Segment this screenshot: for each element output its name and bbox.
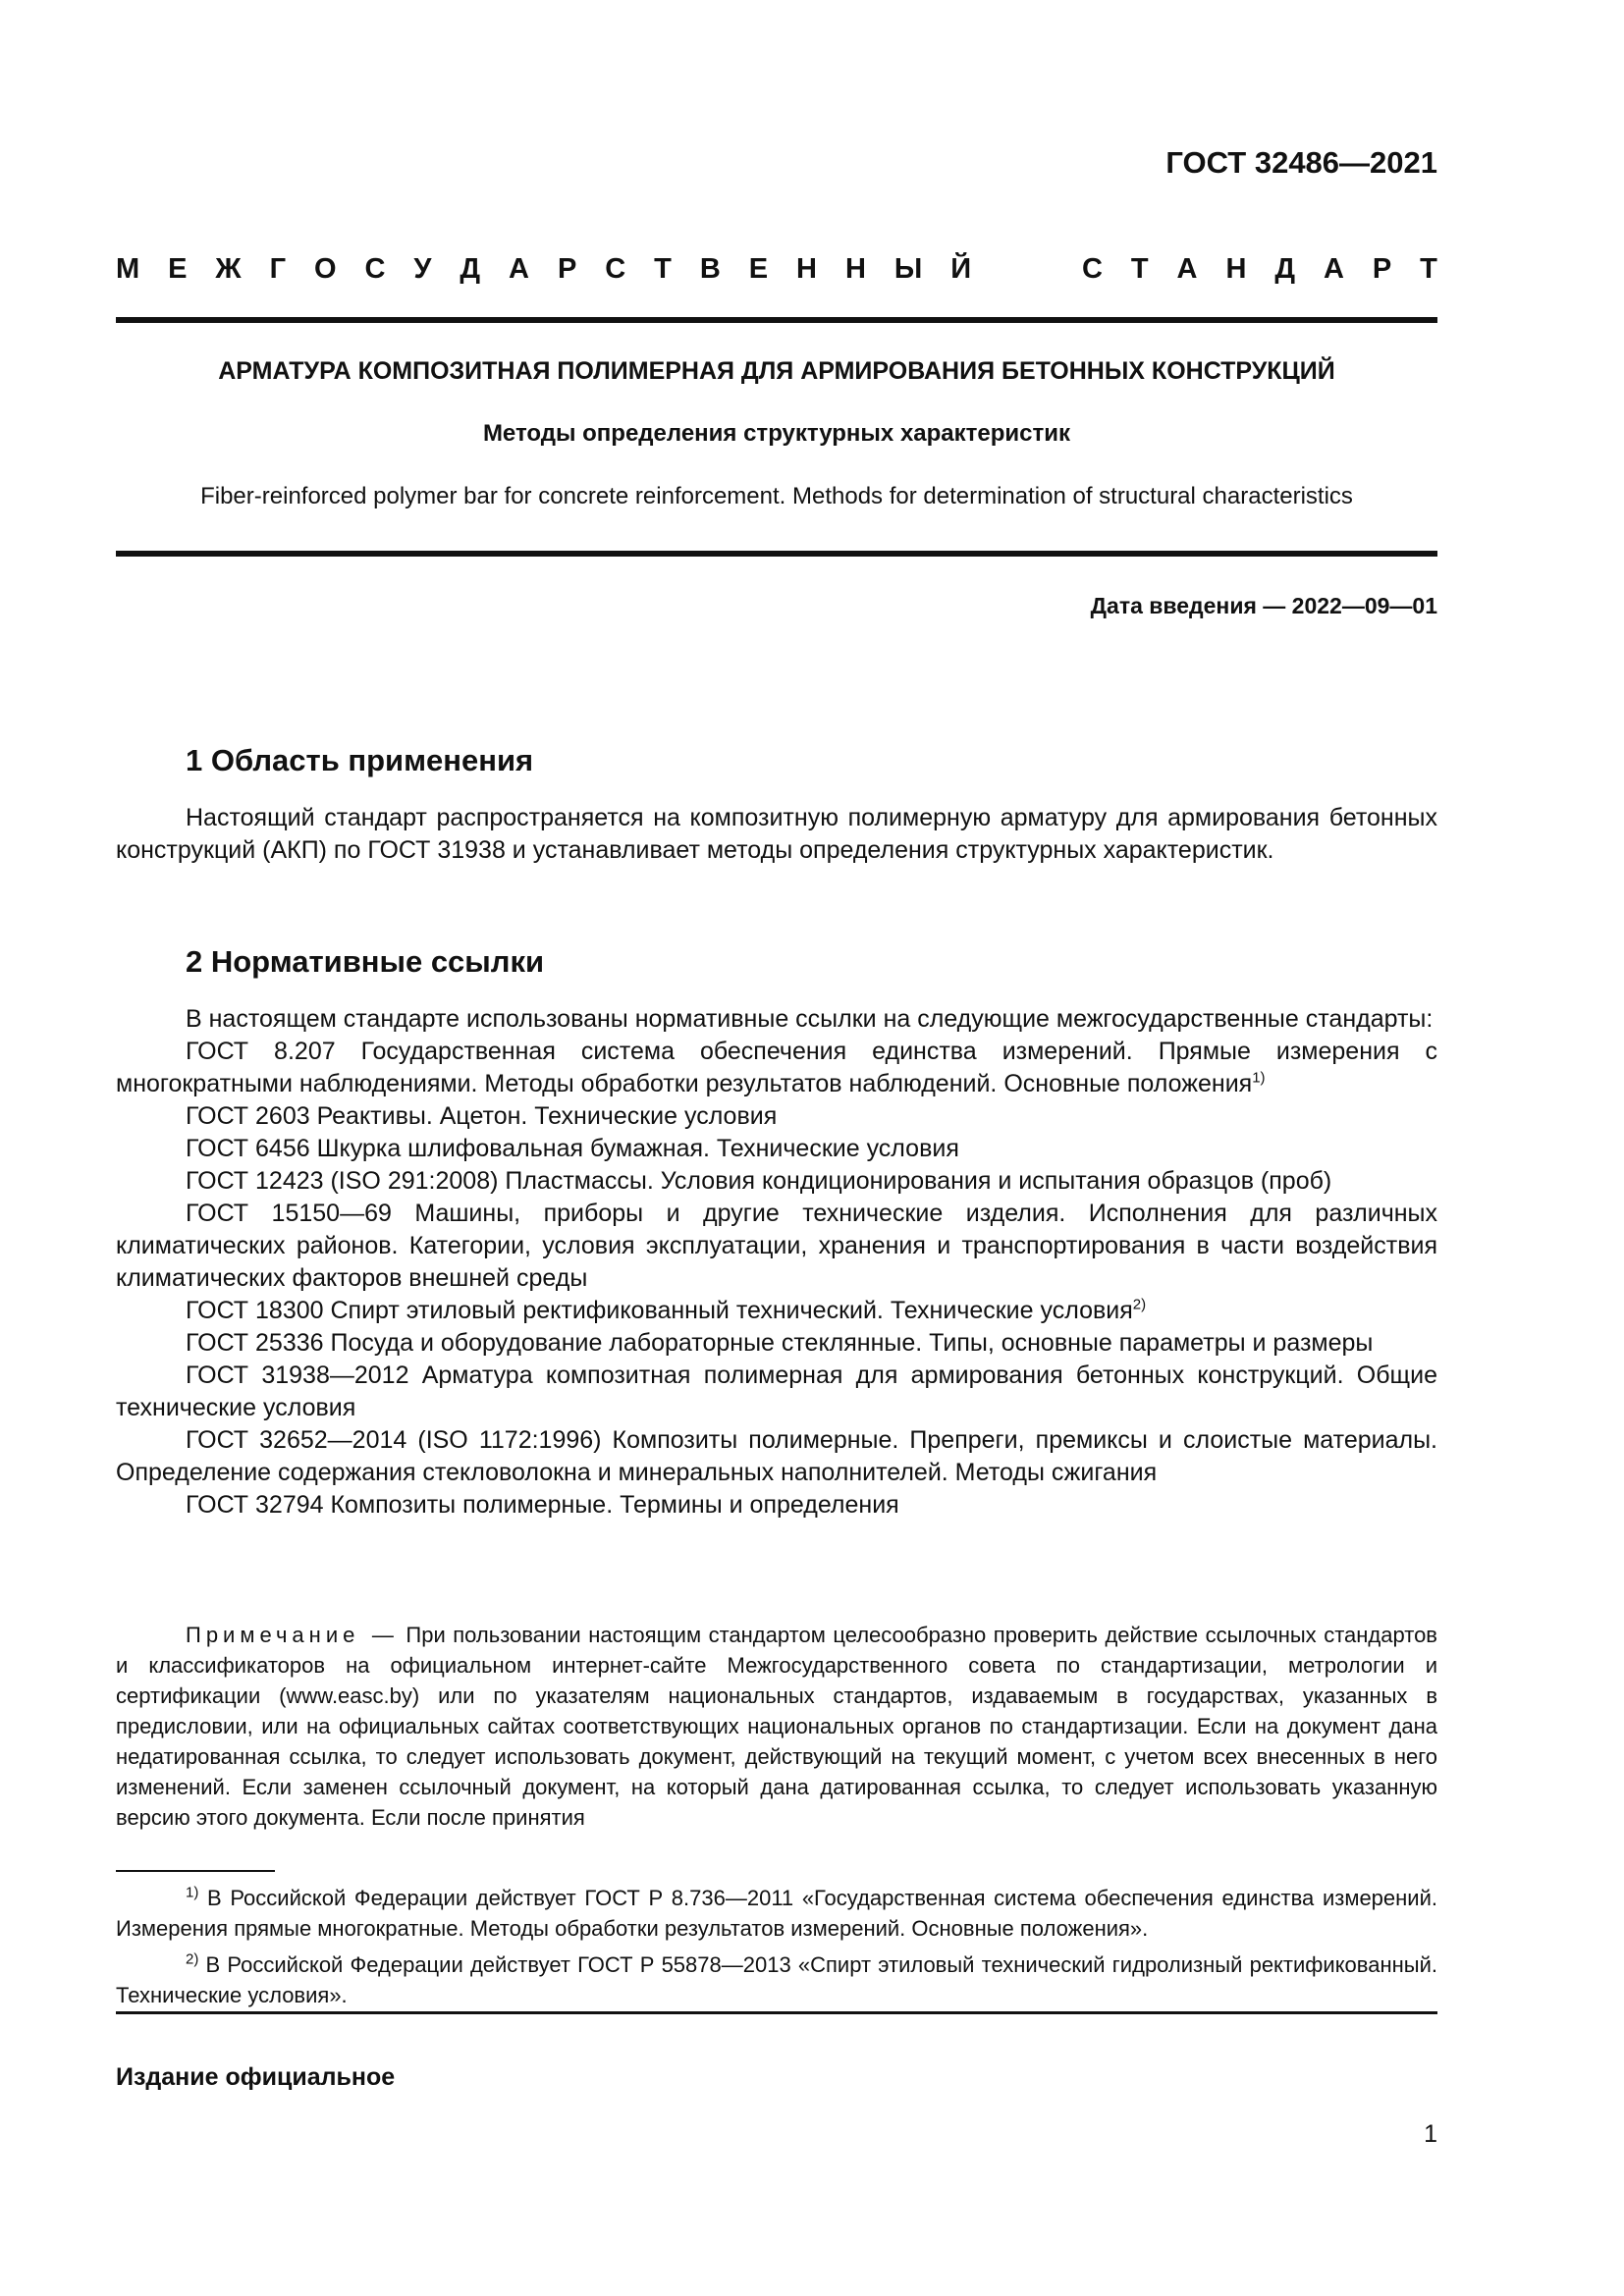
standard-kind-word2-letter: Д: [1274, 253, 1296, 285]
document-title: АРМАТУРА КОМПОЗИТНАЯ ПОЛИМЕРНАЯ ДЛЯ АРМИРОВАНИЯ БЕТОННЫХ КОНСТРУКЦИЙ: [218, 357, 1335, 385]
standard-kind-word1-letter: Г: [269, 253, 287, 285]
reference-item: [116, 1100, 1437, 1133]
standard-kind-word1-letter: Т: [654, 253, 672, 285]
footnote-mark: 1): [186, 1884, 199, 1901]
reference-text: ГОСТ 6456 Шкурка шлифовальная бумажная. Технические условия: [186, 1135, 959, 1162]
section-1-text: Настоящий стандарт распространяется на композитную полимерную арматуру для армирования бетонных конструкций (АКП) по ГОСТ 31938 и устанавливает методы определения структурных характеристик.: [116, 804, 1437, 864]
reference-item: [116, 1327, 1437, 1360]
standard-kind-word1-letter: М: [116, 253, 140, 285]
standard-kind-heading: [116, 253, 1437, 286]
document-title-english: Fiber-reinforced polymer bar for concrete reinforcement. Methods for determination of structural characteristics: [200, 483, 1353, 509]
footnote: [116, 1949, 1437, 2010]
standard-kind-word1-letter: Е: [748, 253, 769, 285]
reference-text: ГОСТ 32794 Композиты полимерные. Термины и определения: [186, 1491, 899, 1519]
standard-kind-word1-letter: Р: [557, 253, 577, 285]
page-number: 1: [1424, 2120, 1437, 2148]
standard-kind-word1-letter: Н: [796, 253, 817, 285]
reference-item: [116, 1295, 1437, 1327]
reference-item: [116, 1133, 1437, 1165]
footnotes: [116, 1883, 1437, 2016]
note-paragraph: [116, 1620, 1437, 1833]
reference-item: [116, 1198, 1437, 1295]
standard-kind-word1-letter: С: [364, 253, 386, 285]
footnote-mark: 2): [186, 1950, 199, 1968]
standard-kind-word1-letter: С: [605, 253, 626, 285]
footnote-marker: 2): [1132, 1296, 1147, 1313]
footnote-text: В Российской Федерации действует ГОСТ Р 55878—2013 «Спирт этиловый технический гидролизный ректификованный. Технические условия».: [116, 1952, 1437, 2007]
footnote-marker: 1): [1252, 1069, 1266, 1087]
reference-text: ГОСТ 2603 Реактивы. Ацетон. Технические условия: [186, 1102, 778, 1130]
standard-kind-word2-letter: С: [1081, 253, 1103, 285]
reference-list: [116, 1036, 1437, 1522]
standard-kind-word2-letter: А: [1323, 253, 1344, 285]
standard-kind-word1-letter: Ы: [893, 253, 923, 285]
reference-text: ГОСТ 15150—69 Машины, приборы и другие технические изделия. Исполнения для различных климатических районов. Категории, условия эксплуатации, хранения и транспортирования в части воздействия климатических факторов внешней среды: [116, 1200, 1437, 1292]
section-1-title: 1 Область применения: [186, 743, 534, 777]
divider-top: [116, 317, 1437, 323]
standard-kind-word2-letter: А: [1176, 253, 1198, 285]
standard-kind-word2-letter: Р: [1372, 253, 1392, 285]
standard-kind-word1-letter: Н: [844, 253, 866, 285]
standard-kind-word2-letter: Н: [1225, 253, 1247, 285]
section-2-title: 2 Нормативные ссылки: [186, 944, 545, 979]
reference-text: ГОСТ 12423 (ISO 291:2008) Пластмассы. Условия кондиционирования и испытания образцов (проб): [186, 1167, 1332, 1195]
standard-kind-word2-letter: Т: [1420, 253, 1437, 285]
reference-text: ГОСТ 8.207 Государственная система обеспечения единства измерений. Прямые измерения с многократными наблюдениями. Методы обработки результатов наблюдений. Основные положения: [116, 1038, 1437, 1097]
standard-kind-word1-letter: Е: [168, 253, 188, 285]
introduction-date: Дата введения — 2022—09—01: [1090, 593, 1437, 618]
standard-kind-word1-letter: У: [413, 253, 432, 285]
reference-item: [116, 1489, 1437, 1522]
document-code: ГОСТ 32486—2021: [1165, 145, 1437, 180]
standard-kind-word1-letter: О: [314, 253, 337, 285]
standard-kind-word1-letter: В: [699, 253, 721, 285]
standard-kind-word1-letter: А: [509, 253, 529, 285]
standard-kind-word1-letter: Й: [950, 253, 972, 285]
reference-item: [116, 1165, 1437, 1198]
reference-text: ГОСТ 18300 Спирт этиловый ректификованный технический. Технические условия: [186, 1297, 1133, 1324]
standard-kind-word1-letter: Ж: [215, 253, 242, 285]
divider-bottom: [116, 2011, 1437, 2014]
footnote: [116, 1883, 1437, 1944]
reference-item: [116, 1360, 1437, 1424]
note-label: Примечание —: [186, 1623, 399, 1647]
word-gap: [1000, 253, 1054, 286]
reference-text: ГОСТ 25336 Посуда и оборудование лабораторные стеклянные. Типы, основные параметры и размеры: [186, 1329, 1374, 1357]
reference-text: ГОСТ 31938—2012 Арматура композитная полимерная для армирования бетонных конструкций. Общие технические условия: [116, 1362, 1437, 1421]
reference-text: ГОСТ 32652—2014 (ISO 1172:1996) Композиты полимерные. Препреги, премиксы и слоистые материалы. Определение содержания стекловолокна и минеральных наполнителей. Методы сжигания: [116, 1426, 1437, 1486]
references-intro: В настоящем стандарте использованы нормативные ссылки на следующие межгосударственные стандарты:: [186, 1005, 1434, 1033]
edition-label: Издание официальное: [116, 2063, 396, 2091]
normative-references: [116, 1003, 1437, 1522]
note-text: При пользовании настоящим стандартом целесообразно проверить действие ссылочных стандартов и классификаторов на официальном интернет-сайте Межгосударственного совета по стандартизации, метрологии и сертификации (www.easc.by) или по указателям национальных стандартов, издаваемым в государствах, указанных в предисловии, или на официальных сайтах соответствующих национальных органов по стандартизации. Если на документ дана недатированная ссылка, то следует использовать документ, действующий на текущий момент, с учетом всех внесенных в него изменений. Если заменен ссылочный документ, на который дана датированная ссылка, то следует использовать указанную версию этого документа. Если после принятия: [116, 1623, 1437, 1830]
divider-title-bottom: [116, 551, 1437, 557]
standard-kind-word2-letter: Т: [1130, 253, 1149, 285]
footnote-text: В Российской Федерации действует ГОСТ Р 8.736—2011 «Государственная система обеспечения единства измерений. Измерения прямые многократные. Методы обработки результатов измерений. Основные положения».: [116, 1886, 1437, 1941]
reference-item: [116, 1036, 1437, 1100]
footnote-divider: [116, 1870, 275, 1872]
reference-item: [116, 1424, 1437, 1489]
document-subtitle: Методы определения структурных характеристик: [482, 420, 1071, 447]
standard-kind-word1-letter: Д: [460, 253, 481, 285]
